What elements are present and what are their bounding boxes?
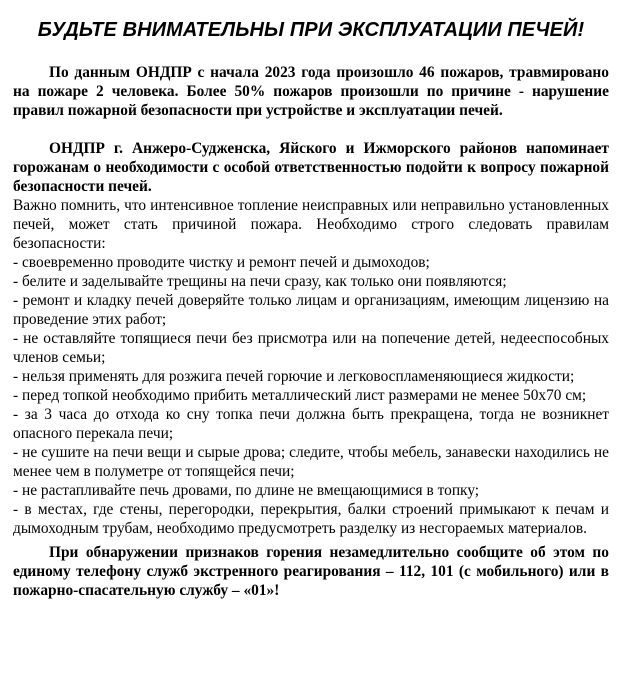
list-item: - своевременно проводите чистку и ремонт печей и дымоходов;	[13, 254, 430, 271]
list-item: - ремонт и кладку печей доверяйте только лицам и организациям, имеющим лицензию на проведение этих работ;	[13, 292, 609, 328]
list-item: - не сушите на печи вещи и сырые дрова; следите, чтобы мебель, занавески находились не менее чем в полуметре от топящейся печи;	[13, 444, 609, 480]
list-item: - перед топкой необходимо прибить металлический лист размерами не менее 50х70 см;	[13, 387, 587, 404]
intro-paragraph: По данным ОНДПР с начала 2023 года произошло 46 пожаров, травмировано на пожаре 2 человека. Более 50% пожаров произошли по причине - нарушение правил пожарной безопасности при устройстве и эксплуатации печей.	[13, 64, 609, 119]
important-paragraph: Важно помнить, что интенсивное топление неисправных или неправильно установленных печей, может стать причиной пожара. Необходимо строго следовать правилам безопасности:	[13, 197, 609, 252]
list-item: - за 3 часа до отхода ко сну топка печи должна быть прекращена, тогда не возникнет опасного перекала печи;	[13, 406, 609, 442]
list-item: - в местах, где стены, перегородки, перекрытия, балки строений примыкают к печам и дымоходным трубам, необходимо предусмотреть разделку из несгораемых материалов.	[13, 501, 609, 537]
list-item: - белите и заделывайте трещины на печи сразу, как только они появляются;	[13, 273, 507, 290]
page-title: БУДЬТЕ ВНИМАТЕЛЬНЫ ПРИ ЭКСПЛУАТАЦИИ ПЕЧЕЙ!	[37, 19, 585, 41]
closing-paragraph: При обнаружении признаков горения незамедлительно сообщите об этом по единому телефону служб экстренного реагирования – 112, 101 (с мобильного) или в пожарно-спасательную службу – «01»!	[13, 544, 609, 599]
list-item: - не оставляйте топящиеся печи без присмотра или на попечение детей, недееспособных членов семьи;	[13, 330, 609, 366]
list-item: - не растапливайте печь дровами, по длине не вмещающимися в топку;	[13, 482, 480, 499]
reminder-paragraph: ОНДПР г. Анжеро-Судженска, Яйского и Ижморского районов напоминает горожанам о необходимости с особой ответственностью подойти к вопросу пожарной безопасности печей.	[13, 140, 609, 195]
list-item: - нельзя применять для розжига печей горючие и легковоспламеняющиеся жидкости;	[13, 368, 575, 385]
safety-rules-list	[13, 253, 609, 538]
